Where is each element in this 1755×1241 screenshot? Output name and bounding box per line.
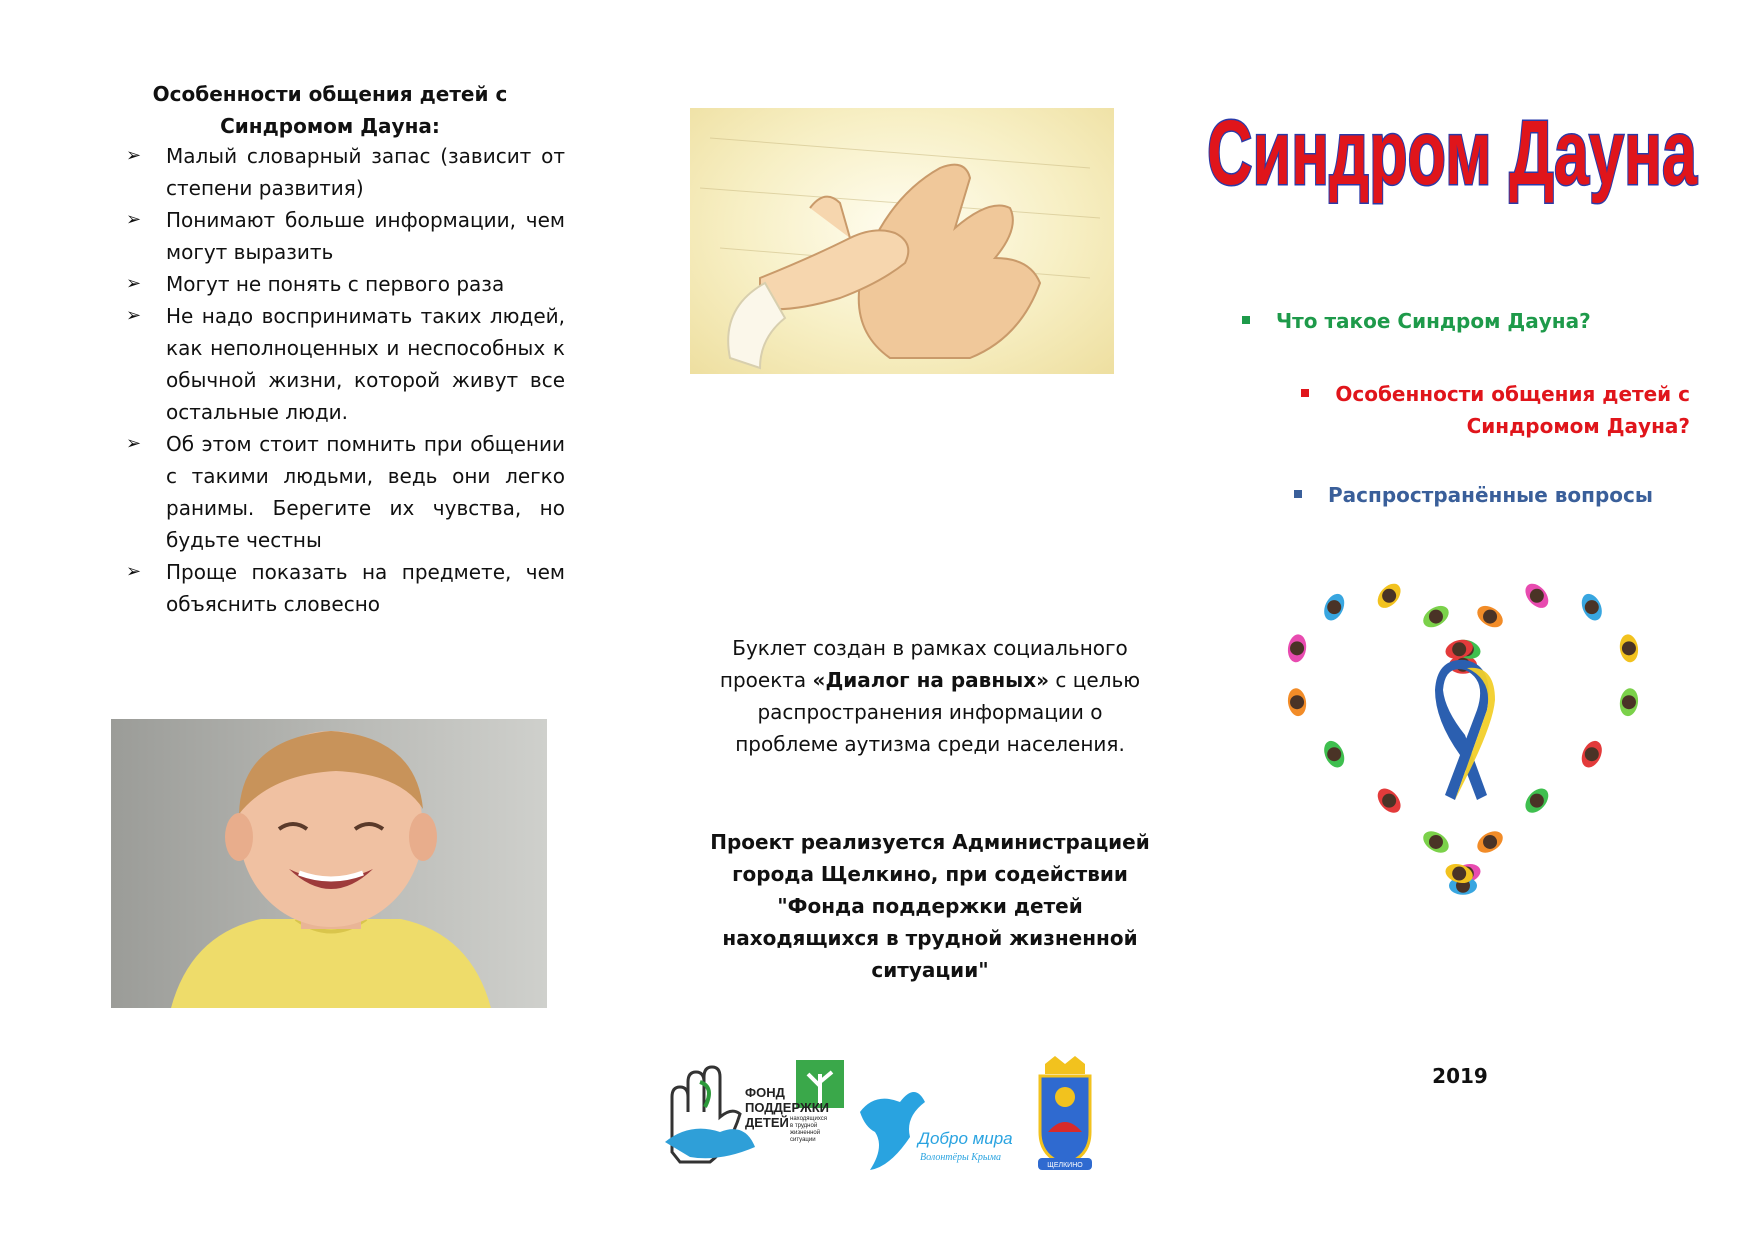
- heading-line-1: Особенности общения детей с: [152, 82, 508, 106]
- list-item: ➢ Понимают больше информации, чем могут выразить: [110, 204, 565, 268]
- svg-text:находящихся: находящихся: [790, 1116, 828, 1122]
- topic-communication: Особенности общения детей с Синдромом Дауна?: [1290, 378, 1690, 442]
- arrow-bullet-icon: ➢: [126, 145, 142, 166]
- square-bullet-icon: [1294, 490, 1302, 498]
- topic-faq: Распространённые вопросы: [1294, 479, 1653, 511]
- svg-text:ПОДДЕРЖКИ: ПОДДЕРЖКИ: [745, 1100, 830, 1115]
- child-head: [1585, 747, 1599, 761]
- child-head: [1290, 641, 1304, 655]
- arrow-bullet-icon: ➢: [126, 433, 142, 454]
- list-item: ➢ Не надо воспринимать таких людей, как неполноценных и неспособных к обычной жизни, которой живут все остальные люди.: [110, 300, 565, 428]
- child-head: [1429, 835, 1443, 849]
- arrow-bullet-icon: ➢: [126, 561, 142, 582]
- shchelkino-crest-logo: [1038, 1056, 1092, 1170]
- child-head: [1622, 695, 1636, 709]
- child-head: [1622, 641, 1636, 655]
- svg-text:в трудной: в трудной: [790, 1123, 818, 1129]
- boy-photo: [111, 719, 547, 1008]
- svg-text:Синдром Дауна: Синдром Дауна: [1207, 102, 1698, 204]
- child-head: [1452, 642, 1466, 656]
- child-head: [1452, 867, 1466, 881]
- child-head: [1429, 610, 1443, 624]
- awareness-ribbon-icon: [1435, 660, 1495, 800]
- child-head: [1530, 794, 1544, 808]
- child-head: [1530, 589, 1544, 603]
- child-head: [1290, 695, 1304, 709]
- svg-text:Добро мира: Добро мира: [918, 1129, 1013, 1148]
- partner-logos: [660, 1052, 1130, 1172]
- child-head: [1585, 600, 1599, 614]
- svg-text:Волонтёры Крыма: Волонтёры Крыма: [920, 1152, 1002, 1163]
- partner-description: Проект реализуется Администрацией города Щелкино, при содействии "Фонда поддержки детей находящихся в трудной жизненной ситуации": [710, 830, 1150, 982]
- heart-of-children-illustration: [1255, 550, 1671, 895]
- child-head: [1483, 610, 1497, 624]
- arrow-bullet-icon: ➢: [126, 209, 142, 230]
- list-item: ➢ Малый словарный запас (зависит от степени развития): [110, 140, 565, 204]
- topic-what-is: Что такое Синдром Дауна?: [1242, 305, 1591, 337]
- project-name: «Диалог на равных»: [812, 668, 1050, 692]
- svg-text:ЩЕЛКИНО: ЩЕЛКИНО: [1047, 1162, 1083, 1169]
- features-list: [110, 140, 565, 620]
- child-head: [1327, 600, 1341, 614]
- arrow-bullet-icon: ➢: [126, 305, 142, 326]
- year: 2019: [1432, 1064, 1488, 1088]
- svg-text:ситуации: ситуации: [790, 1137, 816, 1143]
- svg-text:ДЕТЕЙ: ДЕТЕЙ: [745, 1115, 789, 1130]
- main-title: [1200, 96, 1705, 206]
- heading-line-2: Синдромом Дауна:: [220, 114, 440, 138]
- crimea-hand-logo: [665, 1067, 755, 1162]
- dobro-mira-logo: [860, 1092, 1013, 1170]
- left-panel-heading: [110, 78, 550, 142]
- child-head: [1327, 747, 1341, 761]
- square-bullet-icon: [1242, 316, 1250, 324]
- child-head: [1382, 794, 1396, 808]
- list-item: ➢ Могут не понять с первого раза: [110, 268, 565, 300]
- svg-text:ФОНД: ФОНД: [745, 1085, 785, 1100]
- arrow-bullet-icon: ➢: [126, 273, 142, 294]
- square-bullet-icon: [1301, 389, 1309, 397]
- project-description: Буклет создан в рамках социального проекта «Диалог на равных» с целью распространения информации о проблеме аутизма среди населения.: [719, 636, 1141, 756]
- list-item: ➢ Об этом стоит помнить при общении с такими людьми, ведь они легко ранимы. Берегите их чувства, но будьте честны: [110, 428, 565, 556]
- hands-illustration: [690, 108, 1114, 374]
- list-item: ➢ Проще показать на предмете, чем объяснить словесно: [110, 556, 565, 620]
- child-head: [1483, 835, 1497, 849]
- children-fund-logo: [745, 1060, 844, 1143]
- svg-text:жизненной: жизненной: [790, 1130, 821, 1136]
- child-head: [1382, 589, 1396, 603]
